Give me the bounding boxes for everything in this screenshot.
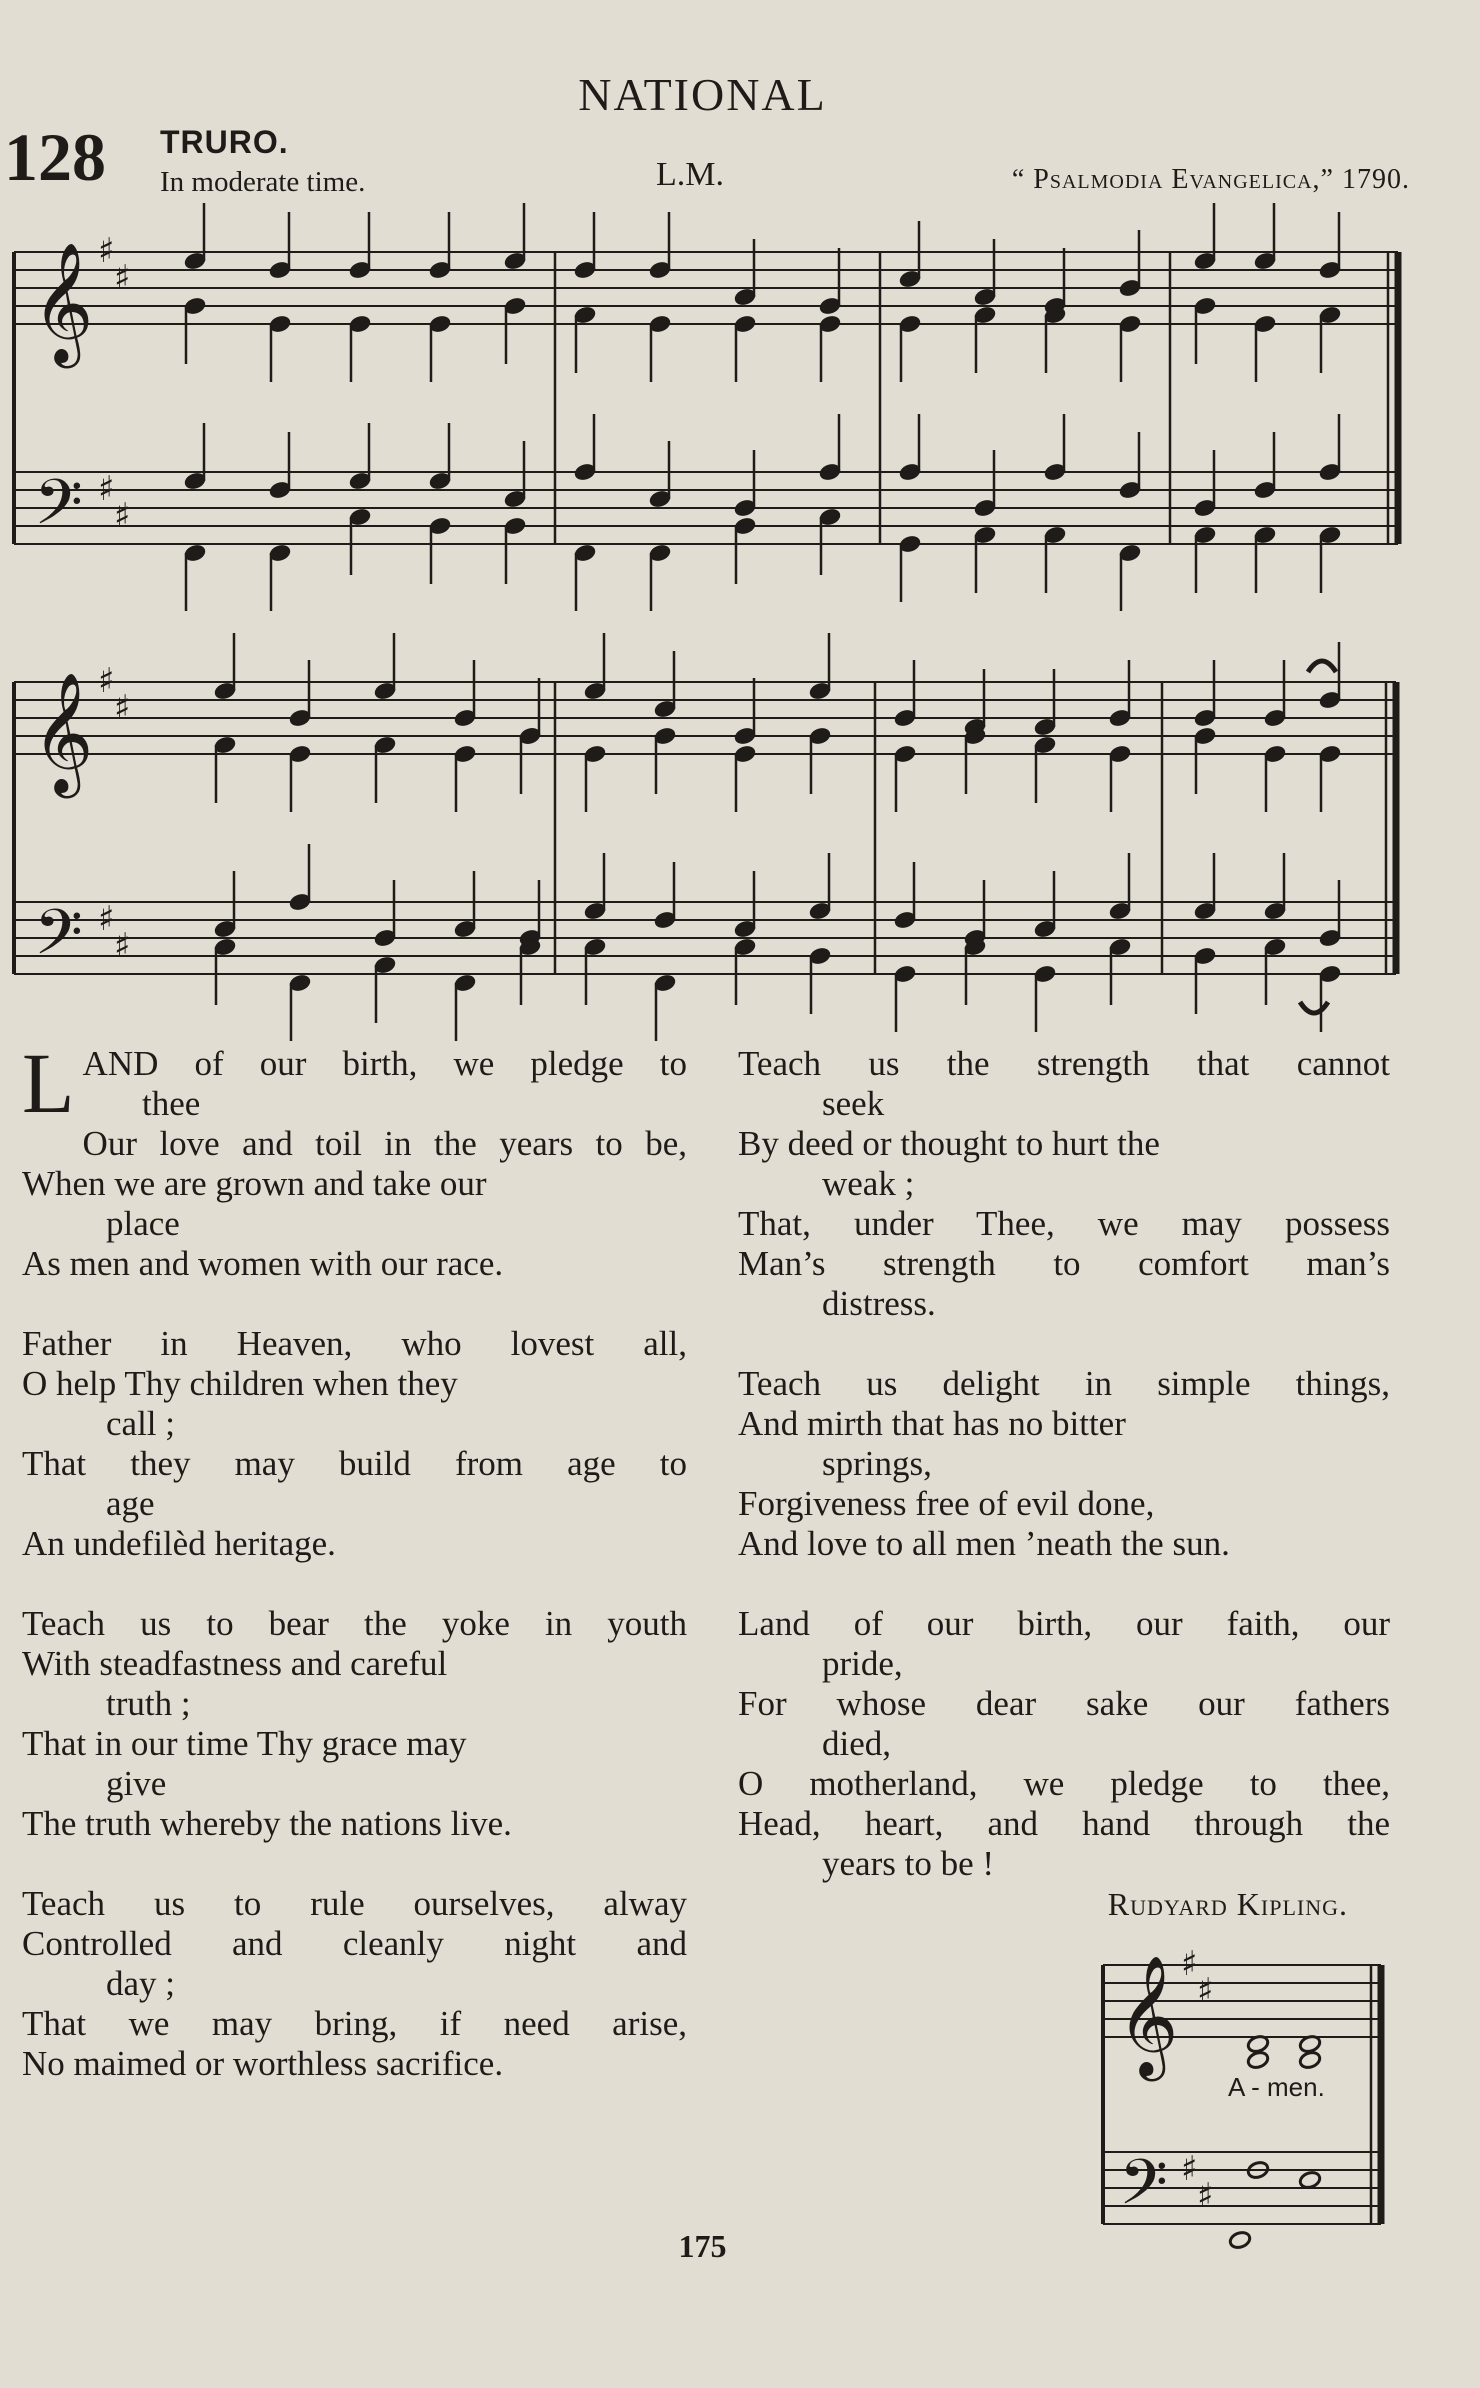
verse-line: Teach us to bear the yoke in youth: [22, 1604, 687, 1643]
verse-line: That we may bring, if need arise,: [22, 2004, 687, 2043]
stanza: [738, 1604, 1390, 1884]
sharp-icon: ♯: [1181, 2149, 1198, 2189]
meter: L.M.: [656, 156, 724, 193]
sharp-icon: ♯: [1197, 1971, 1214, 2011]
verse-line: And mirth that has no bitter: [738, 1404, 1126, 1443]
verse-line: age: [106, 1484, 155, 1523]
bass-clef-icon: 𝄢: [1119, 2145, 1168, 2234]
hymn-number: 128: [4, 119, 106, 195]
fermata-icon: [1300, 1002, 1328, 1013]
verse-line: died,: [822, 1724, 892, 1763]
treble-clef-icon: 𝄞: [32, 671, 94, 793]
amen-lyric: A - men.: [1228, 2072, 1325, 2102]
sharp-icon: ♯: [114, 258, 131, 298]
author-credit: Rudyard Kipling.: [1107, 1886, 1348, 1922]
note-head: [1298, 2050, 1322, 2070]
verse-line: Controlled and cleanly night and: [22, 1924, 687, 1963]
verse-line: As men and women with our race.: [22, 1244, 504, 1283]
treble-clef-icon: 𝄞: [1117, 1954, 1179, 2076]
verse-line: When we are grown and take our: [22, 1164, 487, 1203]
verse-line: years to be !: [822, 1844, 995, 1883]
sharp-icon: ♯: [98, 469, 115, 509]
verse-line: With steadfastness and careful: [22, 1644, 448, 1683]
verse-line: distress.: [822, 1284, 936, 1323]
verse-line: Our love and toil in the years to be,: [82, 1124, 687, 1163]
fermata-icon: [1308, 661, 1336, 672]
verse-line: Forgiveness free of evil done,: [738, 1484, 1155, 1523]
verse-line: Man’s strength to comfort man’s: [738, 1244, 1390, 1283]
note-head: [1246, 2050, 1270, 2070]
stanza: [738, 1044, 1390, 1324]
tempo-marking: In moderate time.: [160, 166, 366, 198]
verse-line: For whose dear sake our fathers: [738, 1684, 1390, 1723]
score-system: [14, 633, 1396, 1041]
tune-source: “ Psalmodia Evangelica,” 1790.: [1011, 164, 1410, 195]
drop-cap: L: [22, 1035, 75, 1131]
tune-name: TRURO.: [160, 124, 289, 160]
sharp-icon: ♯: [1197, 2176, 1214, 2216]
score-system: [14, 203, 1398, 611]
sharp-icon: ♯: [114, 926, 131, 966]
verse-line: weak ;: [822, 1164, 915, 1203]
verse-line: That they may build from age to: [22, 1444, 687, 1483]
stanza: [22, 1884, 687, 2084]
bass-clef-icon: 𝄢: [34, 895, 83, 984]
verse-line: thee: [142, 1084, 201, 1123]
verse-line: Teach us delight in simple things,: [738, 1364, 1390, 1403]
verse-line: The truth whereby the nations live.: [22, 1804, 512, 1843]
verse-line: pride,: [822, 1644, 903, 1683]
verse-line: give: [106, 1764, 167, 1803]
verse-line: By deed or thought to hurt the: [738, 1124, 1160, 1163]
sharp-icon: ♯: [98, 661, 115, 701]
verse-line: Teach us the strength that cannot: [738, 1044, 1390, 1083]
sharp-icon: ♯: [98, 231, 115, 271]
verse-line: Land of our birth, our faith, our: [738, 1604, 1390, 1643]
verse-line: springs,: [822, 1444, 932, 1483]
stanza: [22, 1035, 687, 1284]
verse-line: call ;: [106, 1404, 175, 1443]
verse-line: An undefilèd heritage.: [22, 1524, 336, 1563]
stanza: [22, 1324, 687, 1564]
verse-line: No maimed or worthless sacrifice.: [22, 2044, 504, 2083]
page-number: 175: [678, 2228, 727, 2264]
verse-line: day ;: [106, 1964, 176, 2003]
verse-line: Father in Heaven, who lovest all,: [22, 1324, 687, 1363]
verse-line: That in our time Thy grace may: [22, 1724, 467, 1763]
sharp-icon: ♯: [98, 899, 115, 939]
verse-line: place: [106, 1204, 180, 1243]
sharp-icon: ♯: [114, 688, 131, 728]
verse-line: That, under Thee, we may possess: [738, 1204, 1390, 1243]
section-title: NATIONAL: [578, 69, 827, 120]
stanza: [22, 1604, 687, 1844]
verses-left-column: [22, 1035, 687, 2124]
verse-line: And love to all men ’neath the sun.: [738, 1524, 1230, 1563]
bass-clef-icon: 𝄢: [34, 465, 83, 554]
verse-line: truth ;: [106, 1684, 191, 1723]
verse-line: O help Thy children when they: [22, 1364, 458, 1403]
verses-right-column: [738, 1044, 1390, 1924]
sharp-icon: ♯: [114, 496, 131, 536]
note-head: [1298, 2170, 1322, 2190]
sharp-icon: ♯: [1181, 1944, 1198, 1984]
stanza: [738, 1364, 1390, 1564]
verse-line: Head, heart, and hand through the: [738, 1804, 1390, 1843]
verse-line: Teach us to rule ourselves, alway: [22, 1884, 687, 1923]
treble-clef-icon: 𝄞: [32, 241, 94, 363]
score-systems: [14, 203, 1398, 1041]
verse-line: seek: [822, 1084, 885, 1123]
verse-line: O motherland, we pledge to thee,: [738, 1764, 1390, 1803]
first-line-rest: AND of our birth, we pledge to: [82, 1044, 687, 1083]
